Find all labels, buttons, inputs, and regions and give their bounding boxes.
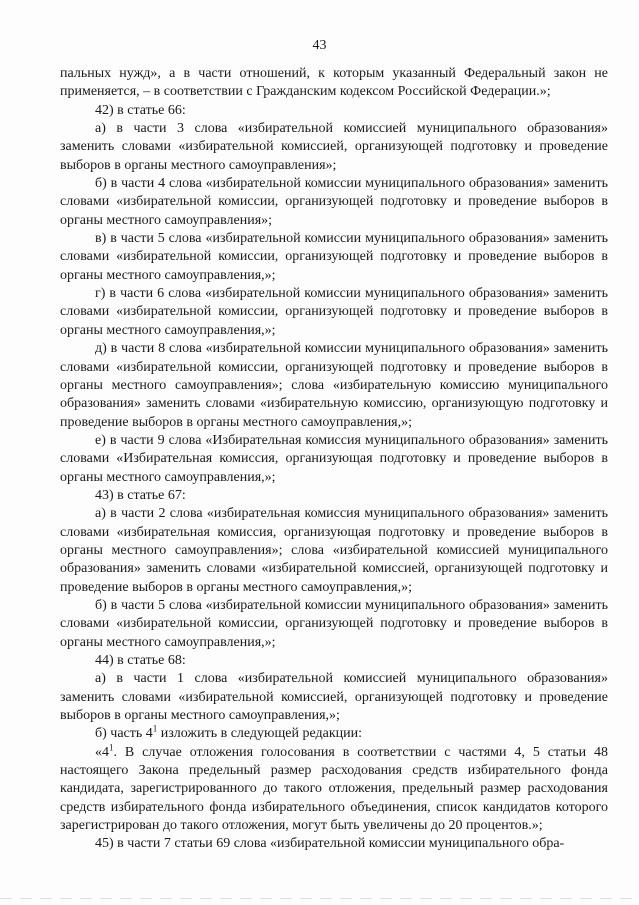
page-number: 43 xyxy=(312,38,327,53)
paragraph: б) в части 5 слова «избирательной комиссии муниципального образования» заменить словами «избирательной комиссии, организующей подготовку и проведение выборов в органы местного самоуправления,»; xyxy=(60,597,608,650)
paragraph: е) в части 9 слова «Избирательная комиссия муниципального образования» заменить словами «Избирательная комиссия, организующая подготовку и проведение выборов в органы местного самоуправления,»; xyxy=(60,432,608,485)
paragraph-text: «4 xyxy=(95,744,109,760)
paragraph: а) в части 2 слова «избирательная комиссия муниципального образования» заменить словами «избирательная комиссия, организующая подготовку и проведение выборов в органы местного самоуправления»; слова «избирательной комиссией муниципального образования» заменить словами «избирательной комиссией, организующей подготовку и проведение выборов в органы местного самоуправления,»; xyxy=(60,506,608,595)
paragraph-text: . В случае отложения голосования в соответствии с частями 4, 5 статьи 48 настоящего Закона предельный размер расходования средств избирательного фонда кандидата, зарегистрированного до такого отложения, предельный размер расходования средств избирательного фонда избирательного объединения, список кандидатов которого зарегистрирован до такого отложения, могут быть увеличены до 20 процентов.»; xyxy=(60,744,608,834)
paragraph-text: б) часть 4 xyxy=(95,726,153,742)
paragraph: в) в части 5 слова «избирательной комиссии муниципального образования» заменить словами «избирательной комиссии, организующей подготовку и проведение выборов в органы местного самоуправления,»; xyxy=(60,231,608,283)
scan-edge-artifact xyxy=(0,898,639,899)
paragraph: а) в части 3 слова «избирательной комиссией муниципального образования» заменить словами «избирательной комиссией, организующей подготовку и проведение выборов в органы местного самоуправления»; xyxy=(60,121,608,173)
superscript: 1 xyxy=(109,742,114,753)
superscript: 1 xyxy=(152,723,158,734)
paragraph xyxy=(60,725,608,743)
paragraph: 43) в статье 67: xyxy=(95,487,186,503)
document-body xyxy=(60,65,608,854)
paragraph: 44) в статье 68: xyxy=(95,653,186,668)
paragraph xyxy=(60,744,608,836)
paragraph: г) в части 6 слова «избирательной комиссии муниципального образования» заменить словами «избирательной комиссии, организующей подготовку и проведение выборов в органы местного самоуправления,»; xyxy=(60,286,608,338)
paragraph: д) в части 8 слова «избирательной комиссии муниципального образования» заменить словами «избирательной комиссии, организующей подготовку и проведение выборов в органы местного самоуправления»; слова «избирательную комиссию муниципального образования» заменить словами «избирательную комиссию, организующую подготовку и проведение выборов в органы местного самоуправления,»; xyxy=(60,341,608,430)
paragraph-text: изложить в следующей редакции: xyxy=(157,726,363,742)
paragraph: 45) в части 7 статьи 69 слова «избирательной комиссии муниципального обра- xyxy=(95,836,565,852)
paragraph: а) в части 1 слова «избирательной комиссией муниципального образования» заменить словами «избирательной комиссией, организующей подготовку и проведение выборов в органы местного самоуправления,»; xyxy=(60,671,608,724)
paragraph: пальных нужд», а в части отношений, к которым указанный Федеральный закон не применяется, – в соответствии с Гражданским кодексом Российской Федерации.»; xyxy=(60,66,608,100)
paragraph: б) в части 4 слова «избирательной комиссии муниципального образования» заменить словами «избирательной комиссии, организующей подготовку и проведение выборов в органы местного самоуправления»; xyxy=(60,176,608,228)
paragraph: 42) в статье 66: xyxy=(95,102,186,118)
